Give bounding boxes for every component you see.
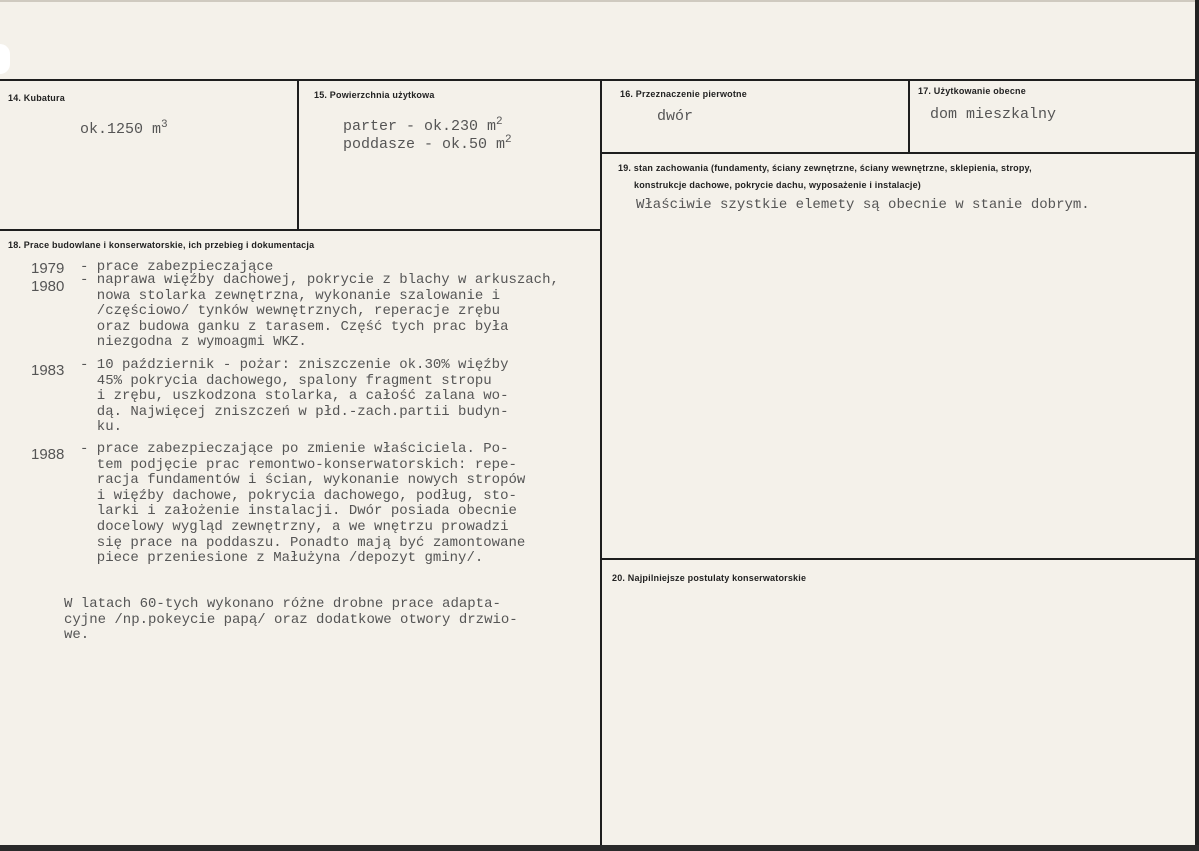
ground-floor-area: parter - ok.230 m (343, 118, 497, 135)
area-unit-exponent: 2 (505, 134, 512, 146)
field-19-value: Właściwie szystkie elemety są obecnie w stanie dobrym. (636, 197, 1090, 213)
year-1983: 1983 (31, 362, 65, 379)
divider-14-15 (297, 81, 299, 231)
area-unit-exponent: 2 (496, 116, 503, 128)
punch-hole (0, 44, 10, 74)
field-15-line1 (343, 115, 503, 135)
field-17-value: dom mieszkalny (930, 106, 1057, 123)
field-20-label: 20. Najpilniejsze postulaty konserwatorskie (612, 573, 807, 583)
top-edge (0, 0, 1199, 2)
entry-1979-text: - prace zabezpieczające (80, 259, 274, 275)
year-1988: 1988 (31, 446, 65, 463)
bottom-edge (0, 845, 1199, 851)
rule-19-bottom (602, 558, 1199, 560)
year-1980: 1980 (31, 278, 65, 295)
field-16-label: 16. Przeznaczenie pierwotne (620, 89, 747, 99)
rule-16-17-bottom (602, 152, 1199, 154)
field-15-line2 (343, 133, 512, 153)
field-19-label-cont: konstrukcje dachowe, pokrycie dachu, wyposażenie i instalacje) (634, 180, 921, 190)
field-18-label: 18. Prace budowlane i konserwatorskie, ich przebieg i dokumentacja (8, 240, 315, 250)
field-19-label: 19. stan zachowania (fundamenty, ściany zewnętrzne, ściany wewnętrzne, sklepienia, stropy, (618, 163, 1032, 173)
field-18-note: W latach 60-tych wykonano różne drobne prace adapta- cyjne /np.pokeycie papą/ oraz dodatkowe otwory drzwio- we. (64, 596, 518, 644)
field-14-value (80, 118, 168, 138)
year-1979: 1979 (31, 260, 65, 277)
entry-1983-text: - 10 październik - pożar: zniszczenie ok.30% więźby 45% pokrycia dachowego, spalony fragment stropu i zrębu, uszkodzona stolarka, a całość zalana wo- dą. Najwięcej zniszczeń w płd.-zach.partii budyn- ku. (80, 357, 509, 436)
divider-15-16 (600, 81, 602, 851)
divider-16-17 (908, 81, 910, 153)
entry-1980-text: - naprawa więźby dachowej, pokrycie z blachy w arkuszach, nowa stolarka zewnętrzna, wykonanie szalowanie i /częściowo/ tynków wewnętrznych, reperacje zrębu oraz budowa ganku z tarasem. Część tych prac była niezgodna z wymoagmi WKZ. (80, 272, 559, 351)
rule-14-15-bottom (0, 229, 602, 231)
attic-area: poddasze - ok.50 m (343, 136, 506, 153)
entry-1988-text: - prace zabezpieczające po zmienie właściciela. Po- tem podjęcie prac remontwo-konserwatorskich: repe- racja fundamentów i ścian, wykonanie nowych stropów i więźby dachowe, pokrycia dachowego, podług, sto- larki i założenie instalacji. Dwór posiada obecnie docelowy wygląd zewnętrzny, a we wnętrzu prowadzi się prace na poddaszu. Ponadto mają być zamontowane piece przeniesione z Małużyna /depozyt gminy/. (80, 441, 526, 567)
right-edge (1195, 0, 1199, 851)
field-17-label: 17. Użytkowanie obecne (918, 86, 1026, 96)
field-16-value: dwór (657, 108, 694, 125)
field-14-label: 14. Kubatura (8, 93, 65, 103)
volume-unit-exponent: 3 (161, 119, 168, 131)
volume-text: ok.1250 m (80, 121, 162, 138)
field-15-label: 15. Powierzchnia użytkowa (314, 90, 435, 100)
